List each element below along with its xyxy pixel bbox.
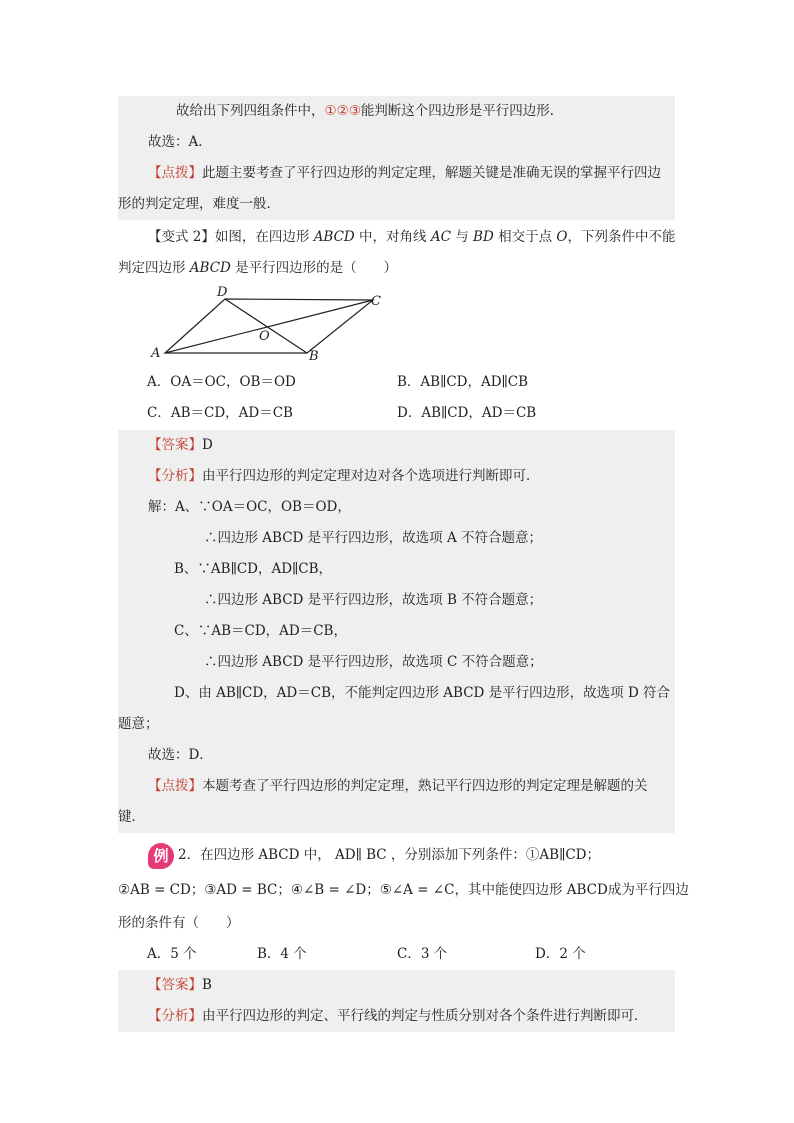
label-A: A — [151, 346, 161, 361]
text-line: ②AB = CD；③AD = BC；④∠B = ∠D；⑤∠A = ∠C，其中能使四边形 ABCD成为平行四边 — [118, 882, 689, 898]
solution-line: ∴四边形 ABCD 是平行四边形，故选项 A 不符合题意； — [118, 523, 675, 554]
solution-line: 解：A、∵OA＝OC，OB＝OD， — [118, 492, 675, 523]
option-c: C．AB＝CD，AD＝CB — [147, 405, 293, 421]
parallelogram-figure — [145, 284, 390, 364]
answer-line: 【答案】D — [118, 430, 675, 461]
text-line: 故给出下列四组条件中，①②③能判断这个四边形是平行四边形． — [118, 96, 675, 127]
text-line: 形的判定定理，难度一般． — [118, 189, 675, 220]
label-D: D — [217, 285, 228, 300]
option-d: D．AB∥CD，AD＝CB — [397, 405, 537, 421]
label-B: B — [309, 349, 319, 364]
solution-line: B、∵AB∥CD，AD∥CB， — [118, 554, 675, 585]
text-line: 键． — [118, 802, 675, 833]
label-O: O — [259, 329, 270, 344]
example-option-a: A．5 个 — [147, 946, 197, 962]
example-option-d: D．2 个 — [535, 946, 586, 962]
tip-tag: 【点拨】 — [148, 165, 202, 181]
solution-line: C、∵AB＝CD，AD＝CB， — [118, 616, 675, 647]
solution-line: D、由 AB∥CD，AD＝CB，不能判定四边形 ABCD 是平行四边形，故选项 D 符合 — [118, 678, 675, 709]
option-b: B．AB∥CD，AD∥CB — [397, 374, 529, 390]
analysis-line: 【分析】由平行四边形的判定、平行线的判定与性质分别对各个条件进行判断即可． — [118, 1001, 675, 1032]
example-option-c: C．3 个 — [397, 946, 448, 962]
solution-line: 故选：D． — [118, 740, 675, 771]
analysis-line: 【分析】由平行四边形的判定定理对边对各个选项进行判断即可． — [118, 461, 675, 492]
variant-heading: 【变式 2】如图，在四边形 ABCD 中，对角线 AC 与 BD 相交于点 O，下列条件中不能 — [148, 229, 676, 245]
text-line: 形的条件有（ ） — [118, 915, 240, 931]
label-C: C — [371, 294, 381, 309]
option-a: A．OA＝OC，OB＝OD — [147, 374, 296, 390]
example-badge: 例 — [148, 843, 174, 869]
text-line: 判定四边形 ABCD 是平行四边形的是（ ） — [118, 260, 398, 276]
example-option-b: B．4 个 — [257, 946, 307, 962]
tip-line: 【点拨】此题主要考查了平行四边形的判定定理，解题关键是准确无误的掌握平行四边 — [118, 158, 675, 189]
solution-line: ∴四边形 ABCD 是平行四边形，故选项 B 不符合题意； — [118, 585, 675, 616]
text-line: 故选：A． — [118, 127, 675, 158]
tip-line: 【点拨】本题考查了平行四边形的判定定理，熟记平行四边形的判定定理是解题的关 — [118, 771, 675, 802]
example-heading: 例 2．在四边形 ABCD 中， AD∥ BC ，分别添加下列条件：①AB∥CD； — [118, 840, 675, 871]
solution-line: ∴四边形 ABCD 是平行四边形，故选项 C 不符合题意； — [118, 647, 675, 678]
solution-line: 题意； — [118, 709, 675, 740]
answer-line: 【答案】B — [118, 970, 675, 1001]
